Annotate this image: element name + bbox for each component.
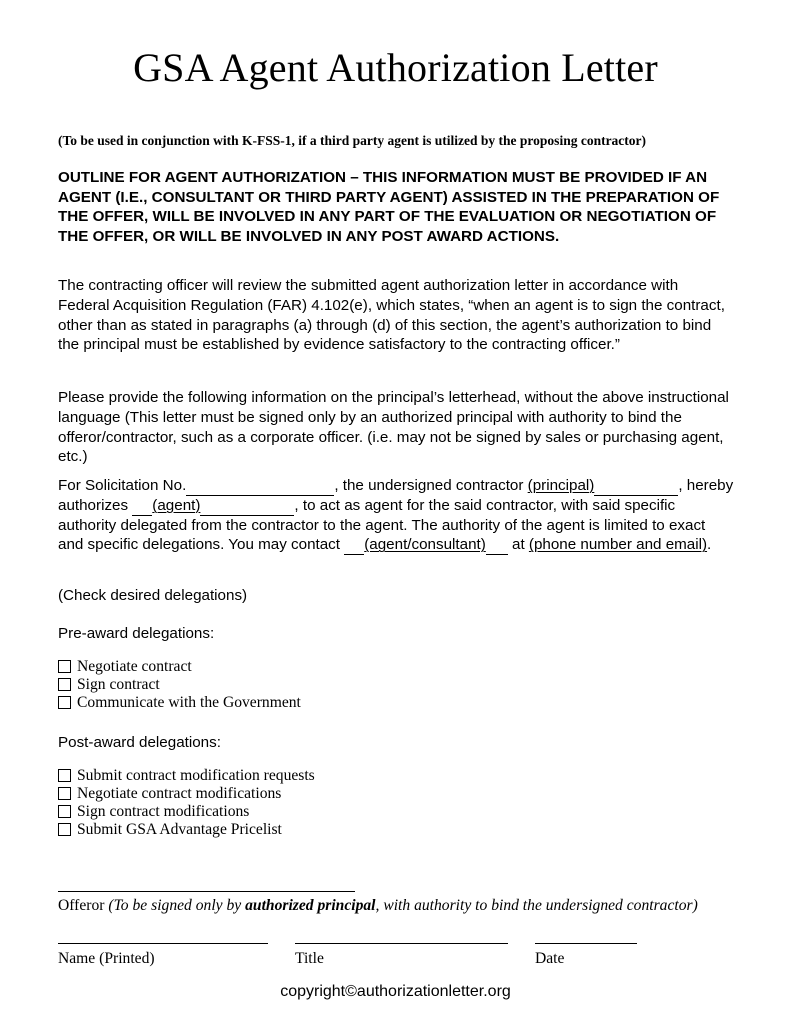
post-award-checklist bbox=[58, 767, 315, 839]
page-title: GSA Agent Authorization Letter bbox=[133, 45, 658, 90]
checkbox-icon[interactable] bbox=[58, 769, 71, 782]
checkbox-icon[interactable] bbox=[58, 660, 71, 673]
list-item[interactable] bbox=[58, 767, 315, 785]
agent-blank[interactable] bbox=[200, 501, 294, 516]
offeror-note-emphasis: authorized principal bbox=[245, 897, 376, 914]
agent-consultant-blank-trail[interactable] bbox=[486, 540, 508, 555]
date-label: Date bbox=[535, 950, 565, 967]
checkbox-label: Sign contract bbox=[77, 676, 160, 693]
auth-segment-3: , hereby authorizes bbox=[58, 477, 734, 514]
agent-consultant-field[interactable]: (agent/consultant) bbox=[364, 536, 486, 554]
list-item[interactable] bbox=[58, 658, 301, 676]
checkbox-icon[interactable] bbox=[58, 678, 71, 691]
offeror-note-pre: (To be signed only by bbox=[108, 897, 246, 914]
solicitation-number-blank[interactable] bbox=[186, 481, 334, 496]
auth-segment-6: . bbox=[707, 536, 712, 554]
checkbox-icon[interactable] bbox=[58, 823, 71, 836]
name-signature-line[interactable] bbox=[58, 943, 268, 944]
list-item[interactable] bbox=[58, 803, 315, 821]
offeror-label: Offeror bbox=[58, 897, 109, 914]
post-award-heading: Post-award delegations: bbox=[58, 734, 221, 751]
list-item[interactable] bbox=[58, 676, 301, 694]
checkbox-icon[interactable] bbox=[58, 787, 71, 800]
checkbox-icon[interactable] bbox=[58, 805, 71, 818]
checkbox-label: Submit contract modification requests bbox=[77, 767, 315, 784]
principal-blank[interactable] bbox=[594, 481, 678, 496]
copyright-footer: copyright©authorizationletter.org bbox=[280, 983, 511, 1000]
authorization-paragraph bbox=[58, 476, 734, 555]
date-signature-line[interactable] bbox=[535, 943, 637, 944]
offeror-signature-line[interactable] bbox=[58, 891, 355, 892]
far-paragraph: The contracting officer will review the submitted agent authorization letter in accordance with Federal Acquisition Regulation (FAR) 4.102(e), which states, “when an agent is to sign the contract, other than as stated in paragraphs (a) through (d) of this section, the agent’s authorization to bind the principal must be established by evidence satisfactory to the contracting officer.” bbox=[58, 277, 725, 354]
auth-segment-4: , to act as agent for the said contractor, with said specific authority delegated from the contractor to the agent. The authority of the agent is limited to exact and specific delegations. You may contact bbox=[58, 496, 706, 554]
checkbox-label: Sign contract modifications bbox=[77, 803, 250, 820]
auth-segment-5: at bbox=[507, 536, 529, 554]
pre-award-checklist bbox=[58, 658, 301, 712]
list-item[interactable] bbox=[58, 821, 315, 839]
checkbox-label: Submit GSA Advantage Pricelist bbox=[77, 821, 282, 838]
offeror-note-post: , with authority to bind the undersigned contractor) bbox=[375, 897, 698, 914]
outline-heading: OUTLINE FOR AGENT AUTHORIZATION – THIS INFORMATION MUST BE PROVIDED IF AN AGENT (I.E., CONSULTANT OR THIRD PARTY AGENT) ASSISTED IN THE PREPARATION OF THE OFFER, WILL BE INVOLVED IN ANY PART OF THE EVALUATION OR NEGOTIATION OF THE OFFER, OR WILL BE INVOLVED IN ANY POST AWARD ACTIONS. bbox=[58, 169, 720, 245]
document-subtitle: (To be used in conjunction with K-FSS-1, if a third party agent is utilized by the proposing contractor) bbox=[58, 133, 647, 148]
name-label: Name (Printed) bbox=[58, 950, 155, 967]
list-item[interactable] bbox=[58, 694, 301, 712]
principal-field[interactable]: (principal) bbox=[527, 477, 595, 494]
phone-email-field[interactable]: (phone number and email) bbox=[528, 536, 708, 554]
list-item[interactable] bbox=[58, 785, 315, 803]
agent-blank-lead[interactable] bbox=[132, 501, 152, 516]
auth-segment-1: For Solicitation No. bbox=[58, 477, 187, 494]
checkbox-label: Negotiate contract bbox=[77, 658, 192, 675]
checkbox-label: Communicate with the Government bbox=[77, 694, 301, 711]
auth-segment-2: , the undersigned contractor bbox=[334, 477, 528, 494]
title-label: Title bbox=[295, 950, 324, 967]
checkbox-label: Negotiate contract modifications bbox=[77, 785, 282, 802]
offeror-caption bbox=[58, 897, 698, 915]
check-instructions: (Check desired delegations) bbox=[58, 587, 248, 604]
pre-award-heading: Pre-award delegations: bbox=[58, 625, 215, 642]
title-signature-line[interactable] bbox=[295, 943, 508, 944]
agent-consultant-blank-lead[interactable] bbox=[344, 540, 364, 555]
agent-field[interactable]: (agent) bbox=[152, 496, 201, 514]
checkbox-icon[interactable] bbox=[58, 696, 71, 709]
letterhead-paragraph: Please provide the following information on the principal’s letterhead, without the above instructional language (This letter must be signed only by an authorized principal with authority to bind the offeror/contractor, such as a corporate officer. (i.e. may not be signed by sales or purchasing agent, etc.) bbox=[58, 389, 729, 466]
